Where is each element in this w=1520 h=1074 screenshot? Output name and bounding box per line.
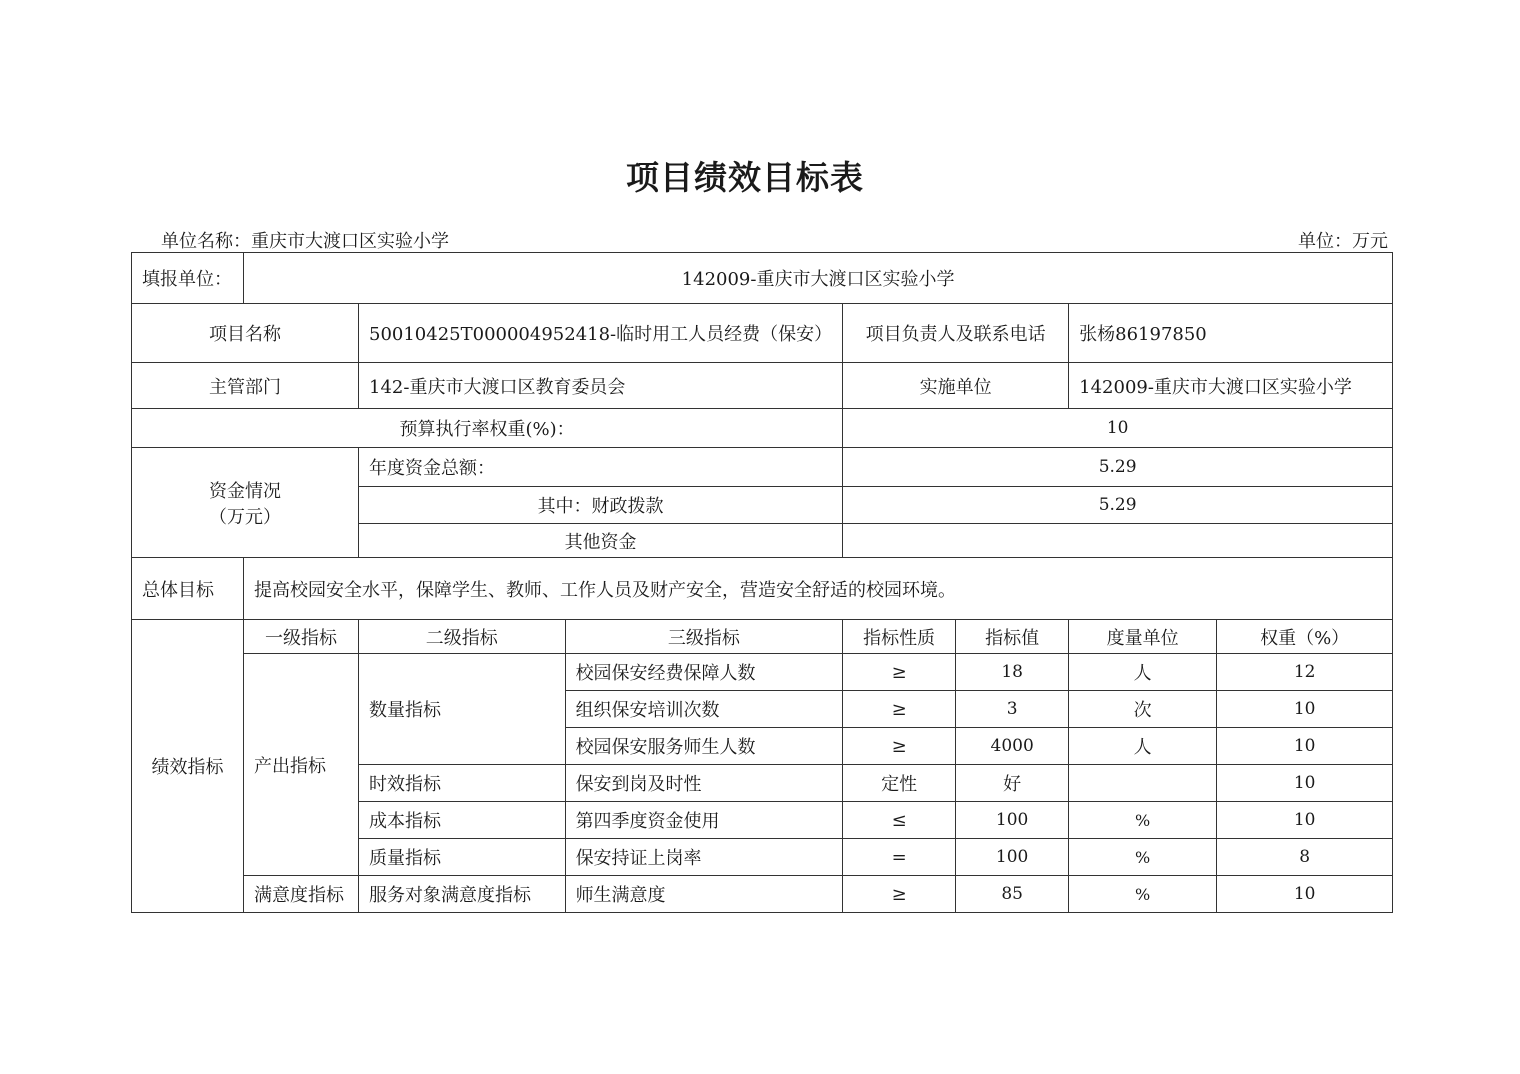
indicator-value: 85 [956,876,1069,913]
indicator-weight: 12 [1217,654,1393,691]
indicator-unit: 人 [1069,654,1217,691]
indicator-name: 保安到岗及时性 [565,765,843,802]
indicator-nature: ≥ [843,654,956,691]
indicator-name: 校园保安服务师生人数 [565,728,843,765]
annual-total-label: 年度资金总额： [359,448,843,487]
indicator-unit: % [1069,802,1217,839]
currency-unit-label: 单位：万元 [1298,231,1388,252]
dept-value: 142-重庆市大渡口区教育委员会 [359,363,843,409]
indicator-weight: 10 [1217,765,1393,802]
table-row [132,876,1393,913]
indicator-name: 保安持证上岗率 [565,839,843,876]
overall-goal-value: 提高校园安全水平，保障学生、教师、工作人员及财产安全，营造安全舒适的校园环境。 [244,558,1393,620]
performance-target-table [131,252,1393,913]
indicator-nature: ≥ [843,691,956,728]
table-row [132,654,1393,691]
project-name-label: 项目名称 [132,304,359,363]
fund-label-line1: 资金情况 [209,480,281,502]
other-fund-label: 其他资金 [359,524,843,558]
impl-unit-label: 实施单位 [843,363,1069,409]
indicator-value: 好 [956,765,1069,802]
budget-weight-row [132,409,1393,448]
header-level2: 二级指标 [359,620,566,654]
level2-service: 服务对象满意度指标 [359,876,566,913]
page-title: 项目绩效目标表 [626,158,864,197]
indicator-weight: 10 [1217,876,1393,913]
fill-unit-value: 142009-重庆市大渡口区实验小学 [244,253,1393,304]
indicator-unit: % [1069,876,1217,913]
indicator-unit [1069,765,1217,802]
indicator-nature: ≥ [843,876,956,913]
impl-unit-value: 142009-重庆市大渡口区实验小学 [1069,363,1393,409]
project-contact-label: 项目负责人及联系电话 [843,304,1069,363]
indicator-nature: = [843,839,956,876]
indicator-weight: 10 [1217,728,1393,765]
fund-label [132,448,359,558]
indicator-nature: 定性 [843,765,956,802]
dept-row [132,363,1393,409]
dept-label: 主管部门 [132,363,359,409]
indicator-unit: 次 [1069,691,1217,728]
indicator-nature: ≤ [843,802,956,839]
header-unit: 度量单位 [1069,620,1217,654]
indicator-value: 100 [956,839,1069,876]
level2-quantity: 数量指标 [359,654,566,765]
indicator-nature: ≥ [843,728,956,765]
overall-goal-row [132,558,1393,620]
indicator-name: 第四季度资金使用 [565,802,843,839]
perf-header-row [132,620,1393,654]
other-fund-value [843,524,1393,558]
indicator-name: 师生满意度 [565,876,843,913]
indicator-name: 校园保安经费保障人数 [565,654,843,691]
indicator-value: 3 [956,691,1069,728]
fiscal-label: 其中：财政拨款 [359,487,843,524]
level1-output: 产出指标 [244,654,359,876]
level1-satisfaction: 满意度指标 [244,876,359,913]
project-contact-value: 张杨86197850 [1069,304,1393,363]
header-nature: 指标性质 [843,620,956,654]
fill-unit-label: 填报单位： [132,253,244,304]
fiscal-value: 5.29 [843,487,1393,524]
project-name-row [132,304,1393,363]
budget-weight-label: 预算执行率权重(%)： [132,409,843,448]
indicator-unit: 人 [1069,728,1217,765]
budget-weight-value: 10 [843,409,1393,448]
indicator-name: 组织保安培训次数 [565,691,843,728]
unit-name-label: 单位名称：重庆市大渡口区实验小学 [161,231,449,252]
project-name-value: 50010425T000004952418-临时用工人员经费（保安） [359,304,843,363]
indicator-value: 100 [956,802,1069,839]
level2-time: 时效指标 [359,765,566,802]
header-level1: 一级指标 [244,620,359,654]
indicator-value: 4000 [956,728,1069,765]
fill-unit-row [132,253,1393,304]
perf-label: 绩效指标 [132,620,244,913]
indicator-value: 18 [956,654,1069,691]
header-value: 指标值 [956,620,1069,654]
indicator-weight: 8 [1217,839,1393,876]
annual-total-value: 5.29 [843,448,1393,487]
header-weight: 权重（%） [1217,620,1393,654]
indicator-unit: % [1069,839,1217,876]
annual-total-row [132,448,1393,487]
header-level3: 三级指标 [565,620,843,654]
level2-quality: 质量指标 [359,839,566,876]
overall-goal-label: 总体目标 [132,558,244,620]
indicator-weight: 10 [1217,691,1393,728]
fund-label-line2: （万元） [209,506,281,528]
indicator-weight: 10 [1217,802,1393,839]
level2-cost: 成本指标 [359,802,566,839]
